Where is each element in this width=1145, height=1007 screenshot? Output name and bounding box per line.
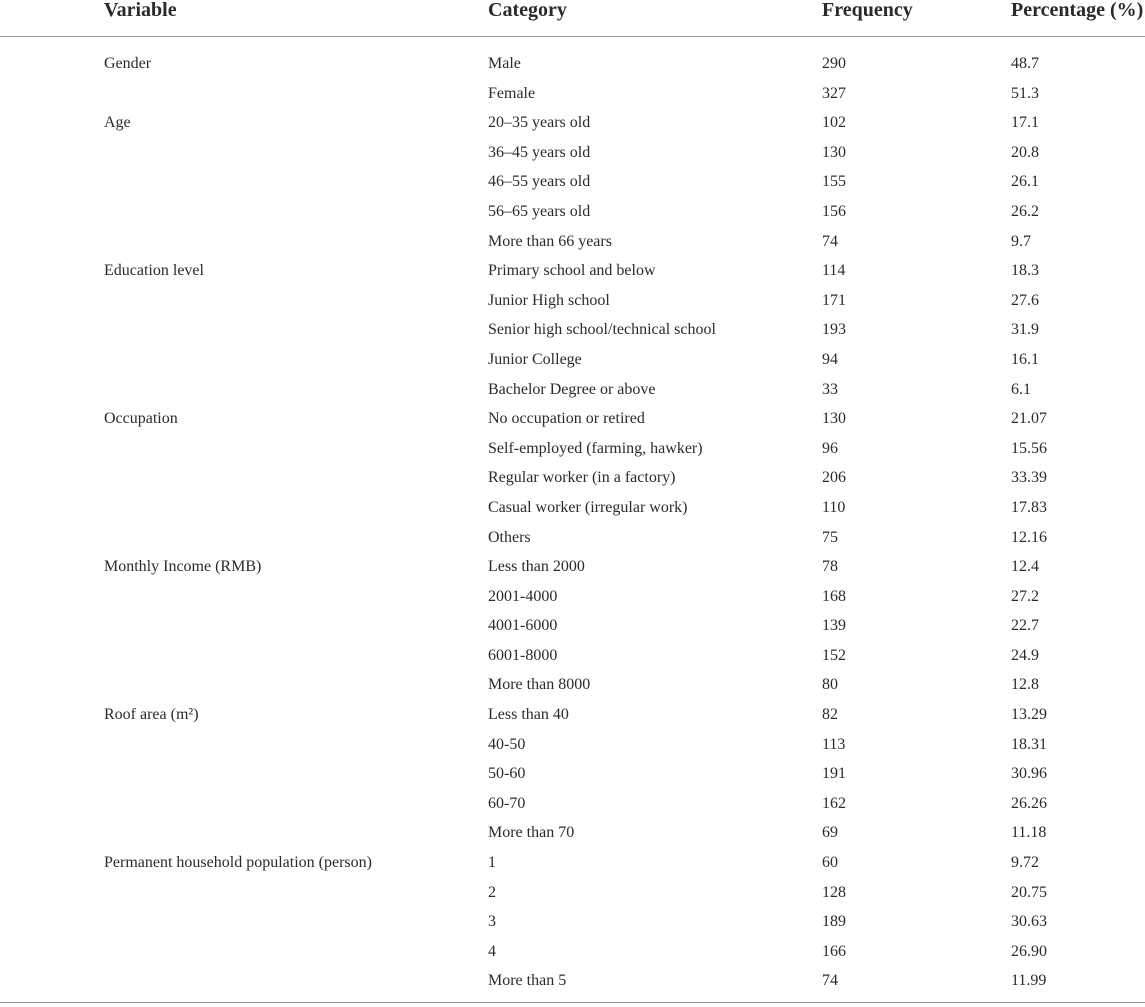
table-row — [0, 759, 1145, 789]
table-row — [0, 818, 1145, 848]
cell-percentage: 51.3 — [1011, 84, 1039, 102]
table-row — [0, 552, 1145, 582]
cell-percentage: 26.90 — [1011, 942, 1047, 960]
table-row — [0, 79, 1145, 109]
cell-category: Self-employed (farming, hawker) — [488, 439, 703, 457]
table-row — [0, 49, 1145, 79]
cell-frequency: 191 — [822, 765, 846, 783]
cell-category: Senior high school/technical school — [488, 321, 716, 339]
cell-frequency: 166 — [822, 942, 846, 960]
cell-category: 6001-8000 — [488, 646, 558, 664]
cell-percentage: 26.26 — [1011, 794, 1047, 812]
cell-variable: Occupation — [104, 410, 178, 428]
cell-frequency: 60 — [822, 854, 838, 872]
cell-percentage: 30.96 — [1011, 765, 1047, 783]
cell-percentage: 31.9 — [1011, 321, 1039, 339]
cell-percentage: 20.8 — [1011, 143, 1039, 161]
table-row — [0, 907, 1145, 937]
cell-frequency: 33 — [822, 380, 838, 398]
cell-percentage: 18.3 — [1011, 262, 1039, 280]
cell-frequency: 290 — [822, 55, 846, 72]
cell-percentage: 30.63 — [1011, 913, 1047, 931]
table-row — [0, 315, 1145, 345]
cell-percentage: 21.07 — [1011, 410, 1047, 428]
cell-category: 2001-4000 — [488, 587, 558, 605]
table-row — [0, 434, 1145, 464]
cell-percentage: 12.8 — [1011, 676, 1039, 694]
table-row — [0, 375, 1145, 405]
table-row — [0, 108, 1145, 138]
cell-percentage: 12.4 — [1011, 558, 1039, 576]
cell-percentage: 48.7 — [1011, 55, 1039, 72]
table-row — [0, 404, 1145, 434]
cell-category: More than 5 — [488, 972, 567, 990]
cell-category: Male — [488, 55, 521, 72]
cell-percentage: 11.99 — [1011, 972, 1047, 990]
cell-frequency: 155 — [822, 173, 846, 191]
table-bottom-rule — [0, 1002, 1145, 1003]
cell-frequency: 168 — [822, 587, 846, 605]
table-row — [0, 670, 1145, 700]
cell-category: 36–45 years old — [488, 143, 591, 161]
cell-frequency: 189 — [822, 913, 846, 931]
cell-percentage: 6.1 — [1011, 380, 1031, 398]
cell-percentage: 17.1 — [1011, 114, 1039, 132]
cell-frequency: 156 — [822, 202, 846, 220]
cell-percentage: 33.39 — [1011, 469, 1047, 487]
cell-frequency: 74 — [822, 232, 838, 250]
cell-percentage: 13.29 — [1011, 706, 1047, 724]
cell-category: No occupation or retired — [488, 410, 645, 428]
table-row — [0, 463, 1145, 493]
cell-category: 40-50 — [488, 735, 526, 753]
cell-frequency: 74 — [822, 972, 838, 990]
cell-frequency: 114 — [822, 262, 846, 280]
cell-frequency: 152 — [822, 646, 846, 664]
cell-percentage: 16.1 — [1011, 350, 1039, 368]
cell-category: 50-60 — [488, 765, 526, 783]
table-row — [0, 523, 1145, 553]
cell-category: Junior High school — [488, 291, 610, 309]
cell-frequency: 78 — [822, 558, 838, 576]
cell-category: Female — [488, 84, 536, 102]
header-variable: Variable — [104, 0, 177, 21]
cell-frequency: 139 — [822, 617, 846, 635]
cell-category: More than 66 years — [488, 232, 612, 250]
cell-percentage: 27.2 — [1011, 587, 1039, 605]
cell-category: 4001-6000 — [488, 617, 558, 635]
cell-percentage: 27.6 — [1011, 291, 1039, 309]
cell-percentage: 22.7 — [1011, 617, 1039, 635]
table-row — [0, 789, 1145, 819]
cell-category: Less than 2000 — [488, 558, 585, 576]
cell-frequency: 130 — [822, 410, 846, 428]
cell-category: Casual worker (irregular work) — [488, 498, 688, 516]
cell-category: 46–55 years old — [488, 173, 591, 191]
cell-percentage: 15.56 — [1011, 439, 1047, 457]
cell-category: Less than 40 — [488, 706, 569, 724]
cell-category: Junior College — [488, 350, 582, 368]
header-frequency: Frequency — [822, 0, 913, 21]
table-row — [0, 848, 1145, 878]
cell-frequency: 96 — [822, 439, 838, 457]
cell-category: Primary school and below — [488, 262, 656, 280]
cell-frequency: 110 — [822, 498, 846, 516]
cell-percentage: 20.75 — [1011, 883, 1047, 901]
table-row — [0, 197, 1145, 227]
cell-frequency: 162 — [822, 794, 846, 812]
cell-percentage: 26.2 — [1011, 202, 1039, 220]
cell-variable: Roof area (m²) — [104, 706, 199, 724]
table-body — [0, 49, 1145, 996]
cell-category: Bachelor Degree or above — [488, 380, 656, 398]
cell-frequency: 102 — [822, 114, 846, 132]
table-row — [0, 167, 1145, 197]
cell-category: 4 — [488, 942, 496, 960]
cell-frequency: 94 — [822, 350, 838, 368]
table-row — [0, 937, 1145, 967]
cell-frequency: 80 — [822, 676, 838, 694]
cell-frequency: 193 — [822, 321, 846, 339]
table-row — [0, 582, 1145, 612]
cell-frequency: 75 — [822, 528, 838, 546]
cell-frequency: 171 — [822, 291, 846, 309]
cell-percentage: 17.83 — [1011, 498, 1047, 516]
table-row — [0, 493, 1145, 523]
cell-percentage: 9.72 — [1011, 854, 1039, 872]
cell-percentage: 12.16 — [1011, 528, 1047, 546]
cell-category: More than 70 — [488, 824, 575, 842]
cell-frequency: 113 — [822, 735, 846, 753]
cell-percentage: 9.7 — [1011, 232, 1031, 250]
table-row — [0, 611, 1145, 641]
cell-category: 60-70 — [488, 794, 526, 812]
cell-percentage: 24.9 — [1011, 646, 1039, 664]
cell-percentage: 11.18 — [1011, 824, 1047, 842]
cell-percentage: 18.31 — [1011, 735, 1047, 753]
table-row — [0, 138, 1145, 168]
cell-category: More than 8000 — [488, 676, 591, 694]
cell-variable: Education level — [104, 262, 204, 280]
cell-category: 2 — [488, 883, 496, 901]
cell-variable: Monthly Income (RMB) — [104, 558, 262, 576]
table-row — [0, 345, 1145, 375]
table-row — [0, 878, 1145, 908]
cell-category: Others — [488, 528, 531, 546]
table-header-row — [0, 0, 1145, 37]
cell-percentage: 26.1 — [1011, 173, 1039, 191]
table-row — [0, 966, 1145, 996]
table-row — [0, 730, 1145, 760]
cell-variable: Permanent household population (person) — [104, 854, 372, 872]
cell-frequency: 130 — [822, 143, 846, 161]
cell-frequency: 327 — [822, 84, 846, 102]
cell-category: 56–65 years old — [488, 202, 591, 220]
cell-category: 1 — [488, 854, 496, 872]
table-row — [0, 286, 1145, 316]
cell-category: 3 — [488, 913, 496, 931]
table-row — [0, 256, 1145, 286]
header-category: Category — [488, 0, 567, 21]
cell-variable: Gender — [104, 55, 152, 72]
cell-frequency: 128 — [822, 883, 846, 901]
table-row — [0, 641, 1145, 671]
table-row — [0, 227, 1145, 257]
header-percentage: Percentage (%) — [1011, 0, 1144, 21]
cell-variable: Age — [104, 114, 131, 132]
cell-category: Regular worker (in a factory) — [488, 469, 676, 487]
table-row — [0, 700, 1145, 730]
cell-frequency: 69 — [822, 824, 838, 842]
cell-category: 20–35 years old — [488, 114, 591, 132]
cell-frequency: 82 — [822, 706, 838, 724]
cell-frequency: 206 — [822, 469, 846, 487]
